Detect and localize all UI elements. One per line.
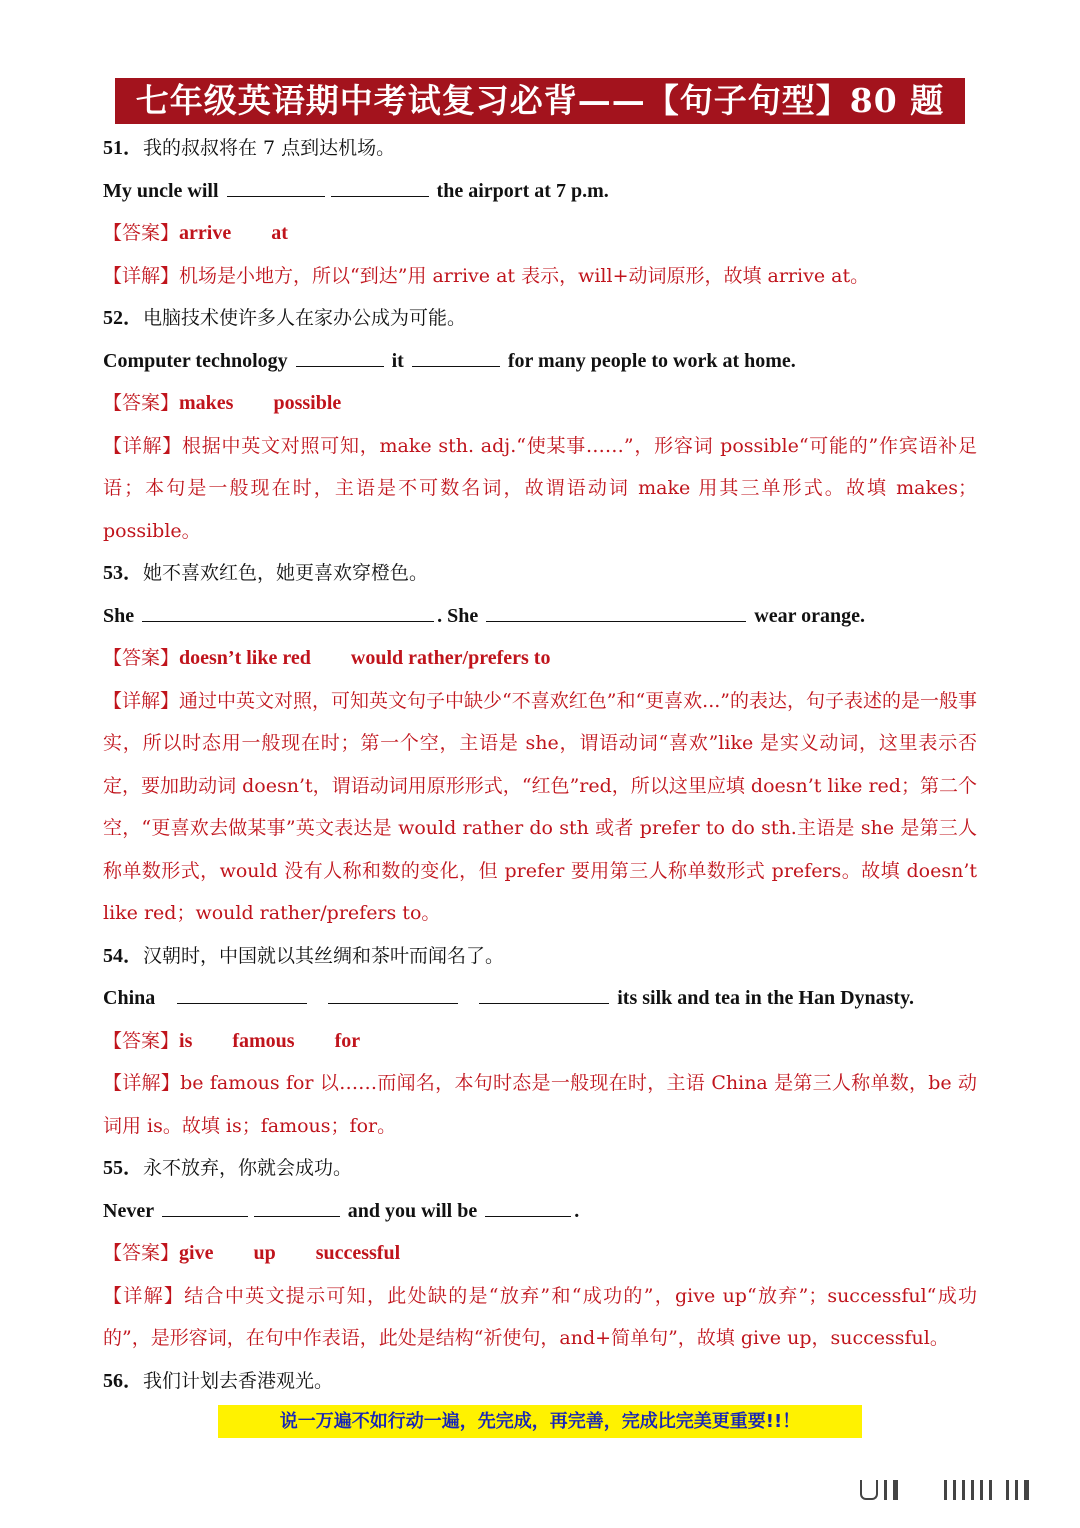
question-54-cn	[103, 935, 977, 978]
question-51-en	[103, 170, 977, 213]
answer-value: is	[179, 1029, 193, 1052]
answer-54	[103, 1020, 977, 1063]
question-55-en	[103, 1190, 977, 1233]
question-54-en	[103, 977, 977, 1020]
sentence-part: wear orange.	[754, 604, 865, 627]
question-53-cn	[103, 552, 977, 595]
answer-label: 【答案】	[103, 392, 180, 414]
answer-label: 【答案】	[103, 1242, 180, 1264]
explain-55	[103, 1275, 977, 1360]
answer-value: up	[253, 1242, 276, 1264]
question-52-en	[103, 340, 977, 383]
question-list	[103, 127, 977, 1402]
blank	[412, 348, 500, 367]
question-51-cn	[103, 127, 977, 170]
blank	[486, 603, 746, 622]
answer-label: 【答案】	[103, 1029, 180, 1052]
question-text: 永不放弃，你就会成功。	[143, 1157, 353, 1179]
sentence-part: the airport at 7 p.m.	[436, 179, 609, 202]
sentence-part: She	[103, 604, 135, 627]
explain-label: 【详解】	[103, 264, 180, 287]
sentence-part: Never	[103, 1199, 154, 1222]
question-text: 她不喜欢红色，她更喜欢穿橙色。	[143, 562, 429, 584]
answer-value: would rather/prefers to	[350, 647, 551, 669]
question-text: 电脑技术使许多人在家办公成为可能。	[143, 307, 467, 329]
page-title: 七年级英语期中考试复习必背——【句子句型】80 题	[115, 78, 965, 124]
question-number: 54．	[103, 944, 143, 967]
question-number: 52．	[103, 307, 143, 329]
question-53-en	[103, 595, 977, 638]
answer-value: possible	[273, 392, 342, 414]
answer-value: for	[334, 1029, 361, 1052]
question-text: 汉朝时，中国就以其丝绸和茶叶而闻名了。	[143, 944, 505, 967]
explain-label: 【详解】	[103, 1284, 185, 1307]
blank	[328, 985, 458, 1004]
answer-value: successful	[315, 1242, 401, 1264]
blank	[142, 603, 434, 622]
question-56-cn	[103, 1360, 977, 1403]
question-number: 56．	[103, 1369, 143, 1392]
answer-label: 【答案】	[103, 222, 180, 244]
barcode-icon	[860, 1480, 1060, 1500]
explain-54	[103, 1062, 977, 1147]
answer-51	[103, 212, 977, 255]
sentence-part: and you will be	[347, 1199, 478, 1222]
question-number: 55．	[103, 1157, 143, 1179]
answer-value: famous	[232, 1029, 295, 1052]
explain-51	[103, 255, 977, 298]
answer-value: give	[179, 1242, 214, 1264]
explain-label: 【详解】	[103, 434, 182, 457]
answer-value: at	[271, 222, 288, 244]
sentence-part: My uncle will	[103, 179, 219, 202]
sentence-part: for many people to work at home.	[507, 349, 796, 372]
question-55-cn	[103, 1147, 977, 1190]
blank	[485, 1198, 571, 1217]
explain-text: 机场是小地方，所以“到达”用 arrive at 表示，will+动词原形，故填 arrive at。	[179, 264, 870, 287]
explain-52	[103, 425, 977, 553]
explain-text: 通过中英文对照，可知英文句子中缺少“不喜欢红色”和“更喜欢...”的表达，句子表述的是一般事实，所以时态用一般现在时；第一个空，主语是 she，谓语动词“喜欢”like 是实义动词，这里表示否定，要加助动词 doesn’t，谓语动词用原形形式，“红色”red，所以这里应填 doesn’t like red；第二个空，“更喜欢去做某事”英文表达是 would rather do sth 或者 prefer to do sth.主语是 she 是第三人称单数形式，would 没有人称和数的变化，但 prefer 要用第三人称单数形式 prefers。故填 doesn’t like red；would rather/prefers to。	[103, 689, 977, 924]
question-number: 51．	[103, 137, 143, 159]
answer-55	[103, 1232, 977, 1275]
question-text: 我的叔叔将在 7 点到达机场。	[143, 137, 396, 159]
question-number: 53．	[103, 562, 143, 584]
answer-value: arrive	[179, 222, 232, 244]
question-text: 我们计划去香港观光。	[143, 1369, 334, 1392]
explain-label: 【详解】	[103, 689, 180, 712]
answer-value: makes	[179, 392, 234, 414]
sentence-part: China	[103, 987, 156, 1009]
explain-text: 根据中英文对照可知，make sth. adj.“使某事……”，形容词 possible“可能的”作宾语补足语；本句是一般现在时，主语是不可数名词，故谓语动词 make 用其三单形式。故填 makes；possible。	[103, 434, 977, 542]
blank	[177, 985, 307, 1004]
answer-53	[103, 637, 977, 680]
explain-text: 结合中英文提示可知，此处缺的是“放弃”和“成功的”，give up“放弃”；successful“成功的”，是形容词，在句中作表语，此处是结构“祈使句，and+简单句”，故填 give up，successful。	[103, 1284, 977, 1349]
explain-53	[103, 680, 977, 935]
blank	[254, 1198, 340, 1217]
blank	[162, 1198, 248, 1217]
explain-text: be famous for 以……而闻名，本句时态是一般现在时，主语 China 是第三人称单数，be 动词用 is。故填 is；famous；for。	[103, 1072, 977, 1137]
blank	[479, 985, 609, 1004]
answer-label: 【答案】	[103, 647, 180, 669]
sentence-part: its silk and tea in the Han Dynasty.	[617, 987, 914, 1009]
blank	[331, 178, 429, 197]
blank	[296, 348, 384, 367]
blank	[227, 178, 325, 197]
explain-label: 【详解】	[103, 1072, 181, 1094]
motivation-banner: 说一万遍不如行动一遍，先完成，再完善，完成比完美更重要!!！	[218, 1405, 862, 1438]
question-52-cn	[103, 297, 977, 340]
answer-52	[103, 382, 977, 425]
sentence-part: . She	[437, 604, 479, 627]
answer-value: doesn’t like red	[179, 647, 311, 669]
sentence-part: .	[574, 1199, 580, 1222]
sentence-part: Computer technology	[103, 349, 288, 372]
sentence-part: it	[391, 349, 404, 372]
